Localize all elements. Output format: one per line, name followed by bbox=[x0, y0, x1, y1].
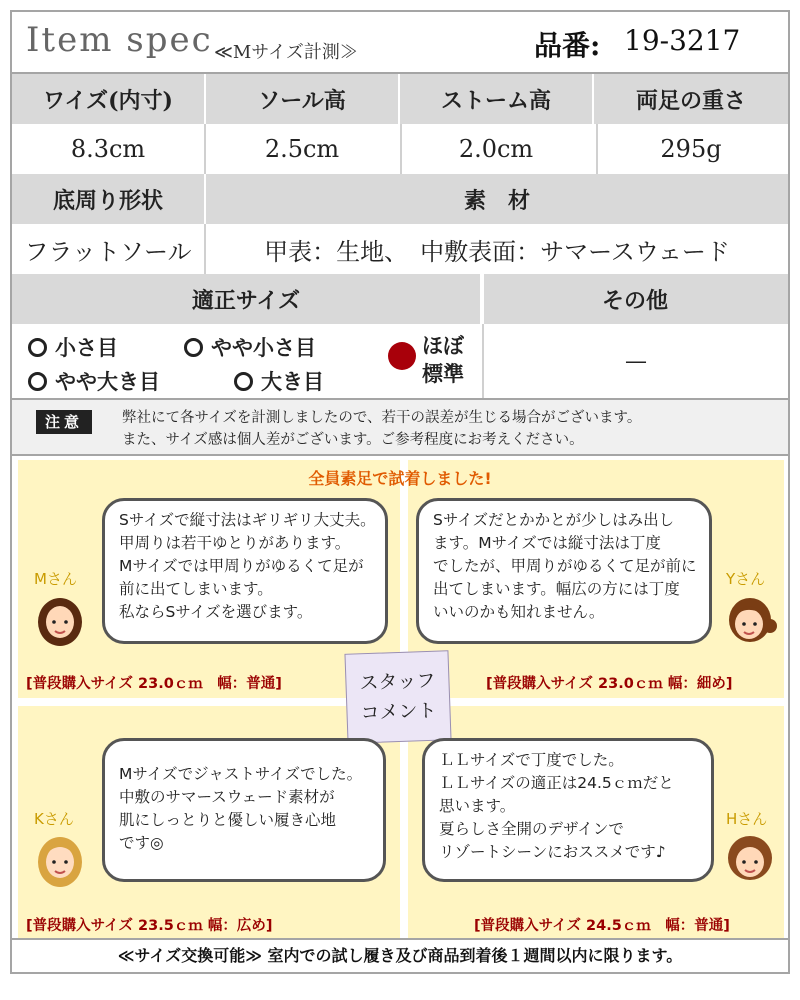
product-no-label: 品番: bbox=[534, 29, 601, 62]
comment-bubble-y: Sサイズだとかかとが少しはみ出し ます。Mサイズでは縦寸法は丁度 でしたが、甲周りがゆるくて足が前に 出てしまいます。幅広の方には丁度 いいのかも知れません。 bbox=[416, 498, 712, 644]
footer-exchange-note: ≪サイズ交換可能≫ 室内での試し履き及び商品到着後１週間以内に限ります。 bbox=[117, 946, 683, 965]
header-storm-height: ストーム高 bbox=[400, 74, 594, 124]
divider bbox=[204, 224, 206, 274]
notice-line-2: また、サイズ感は個人差がございます。ご参考程度にお考えください。 bbox=[122, 432, 584, 448]
unselected-circle-icon bbox=[28, 372, 47, 391]
header-width: ワイズ(内寸) bbox=[12, 74, 206, 124]
usual-size-k: [普段購入サイズ 23.5ｃｍ 幅：広め] bbox=[26, 918, 273, 934]
header-fit-size: 適正サイズ bbox=[12, 274, 482, 324]
unselected-circle-icon bbox=[28, 338, 47, 357]
spec-header-row bbox=[12, 74, 788, 124]
spec-header bbox=[12, 12, 788, 72]
unselected-circle-icon bbox=[234, 372, 253, 391]
header-sole-shape: 底周り形状 bbox=[12, 174, 206, 224]
spec-frame bbox=[10, 10, 790, 974]
notice-label: 注意 bbox=[36, 410, 92, 434]
fit-header-row bbox=[12, 274, 788, 324]
value-weight: 295g bbox=[660, 135, 722, 163]
value-sole-height: 2.5cm bbox=[206, 124, 400, 174]
staff-avatar-h-icon bbox=[722, 830, 778, 886]
fit-option-standard: ほぼ 標準 bbox=[422, 334, 464, 386]
staff-comment-stamp: スタッフ コメント bbox=[344, 650, 451, 744]
comment-bubble-h: ＬＬサイズで丁度でした。 ＬＬサイズの適正は24.5ｃｍだと 思います。 夏らしさ全開のデザインで リゾートシーンにおススメです♪ bbox=[422, 738, 714, 882]
fit-option-large: 大き目 bbox=[234, 366, 324, 396]
notice-line-1: 弊社にて各サイズを計測しましたので、若干の誤差が生じる場合がございます。 bbox=[122, 410, 642, 426]
staff-avatar-y-icon bbox=[722, 592, 778, 648]
value-width: 8.3cm bbox=[12, 124, 206, 174]
fit-option-small: 小さ目 bbox=[28, 332, 118, 362]
divider bbox=[204, 124, 206, 174]
staff-banner: 全員素足で試着しました! bbox=[308, 469, 492, 488]
value-storm-height: 2.0cm bbox=[400, 124, 594, 174]
divider bbox=[596, 124, 598, 174]
selected-dot-icon bbox=[388, 342, 416, 375]
page-title: Item spec bbox=[26, 20, 213, 60]
comment-bubble-m: Sサイズで縦寸法はギリギリ大丈夫。 甲周りは若干ゆとりがあります。 Mサイズでは甲周りがゆるくて足が 前に出てしまいます。 私ならSサイズを選びます。 bbox=[102, 498, 388, 644]
header-other: その他 bbox=[601, 287, 668, 314]
fit-options bbox=[12, 324, 482, 398]
value-material: 甲表：生地、 中敷表面：サマースウェード bbox=[264, 237, 730, 266]
page-subtitle: ≪Mサイズ計測≫ bbox=[214, 42, 358, 63]
staff-name-h: Hさん bbox=[726, 810, 768, 828]
comment-bubble-k: Mサイズでジャストサイズでした。 中敷のサマースウェード素材が 肌にしっとりと優しい履き心地 です◎ bbox=[102, 738, 386, 882]
header-material: 素 材 bbox=[463, 187, 530, 214]
staff-name-k: Kさん bbox=[34, 810, 74, 828]
spec-header-row-2 bbox=[12, 174, 788, 224]
header-sole-height: ソール高 bbox=[206, 74, 400, 124]
product-no: 19-3217 bbox=[624, 24, 741, 57]
staff-avatar-m-icon bbox=[32, 592, 88, 648]
fit-option-slightly-small: やや小さ目 bbox=[184, 332, 316, 362]
fit-option-slightly-large: やや大き目 bbox=[28, 366, 160, 396]
other-value: — bbox=[625, 348, 647, 374]
usual-size-y: [普段購入サイズ 23.0ｃｍ 幅：細め] bbox=[486, 676, 733, 692]
divider bbox=[12, 454, 788, 456]
value-sole-shape: フラットソール bbox=[12, 224, 206, 274]
staff-name-m: Mさん bbox=[34, 570, 77, 588]
header-weight: 両足の重さ bbox=[635, 87, 746, 114]
unselected-circle-icon bbox=[184, 338, 203, 357]
divider bbox=[400, 124, 402, 174]
staff-avatar-k-icon bbox=[32, 832, 88, 888]
staff-name-y: Yさん bbox=[726, 570, 766, 588]
notice bbox=[12, 400, 788, 454]
usual-size-m: [普段購入サイズ 23.0ｃｍ 幅：普通] bbox=[26, 676, 282, 692]
spec-value-row-2 bbox=[12, 224, 788, 274]
usual-size-h: [普段購入サイズ 24.5ｃｍ 幅：普通] bbox=[474, 918, 730, 934]
